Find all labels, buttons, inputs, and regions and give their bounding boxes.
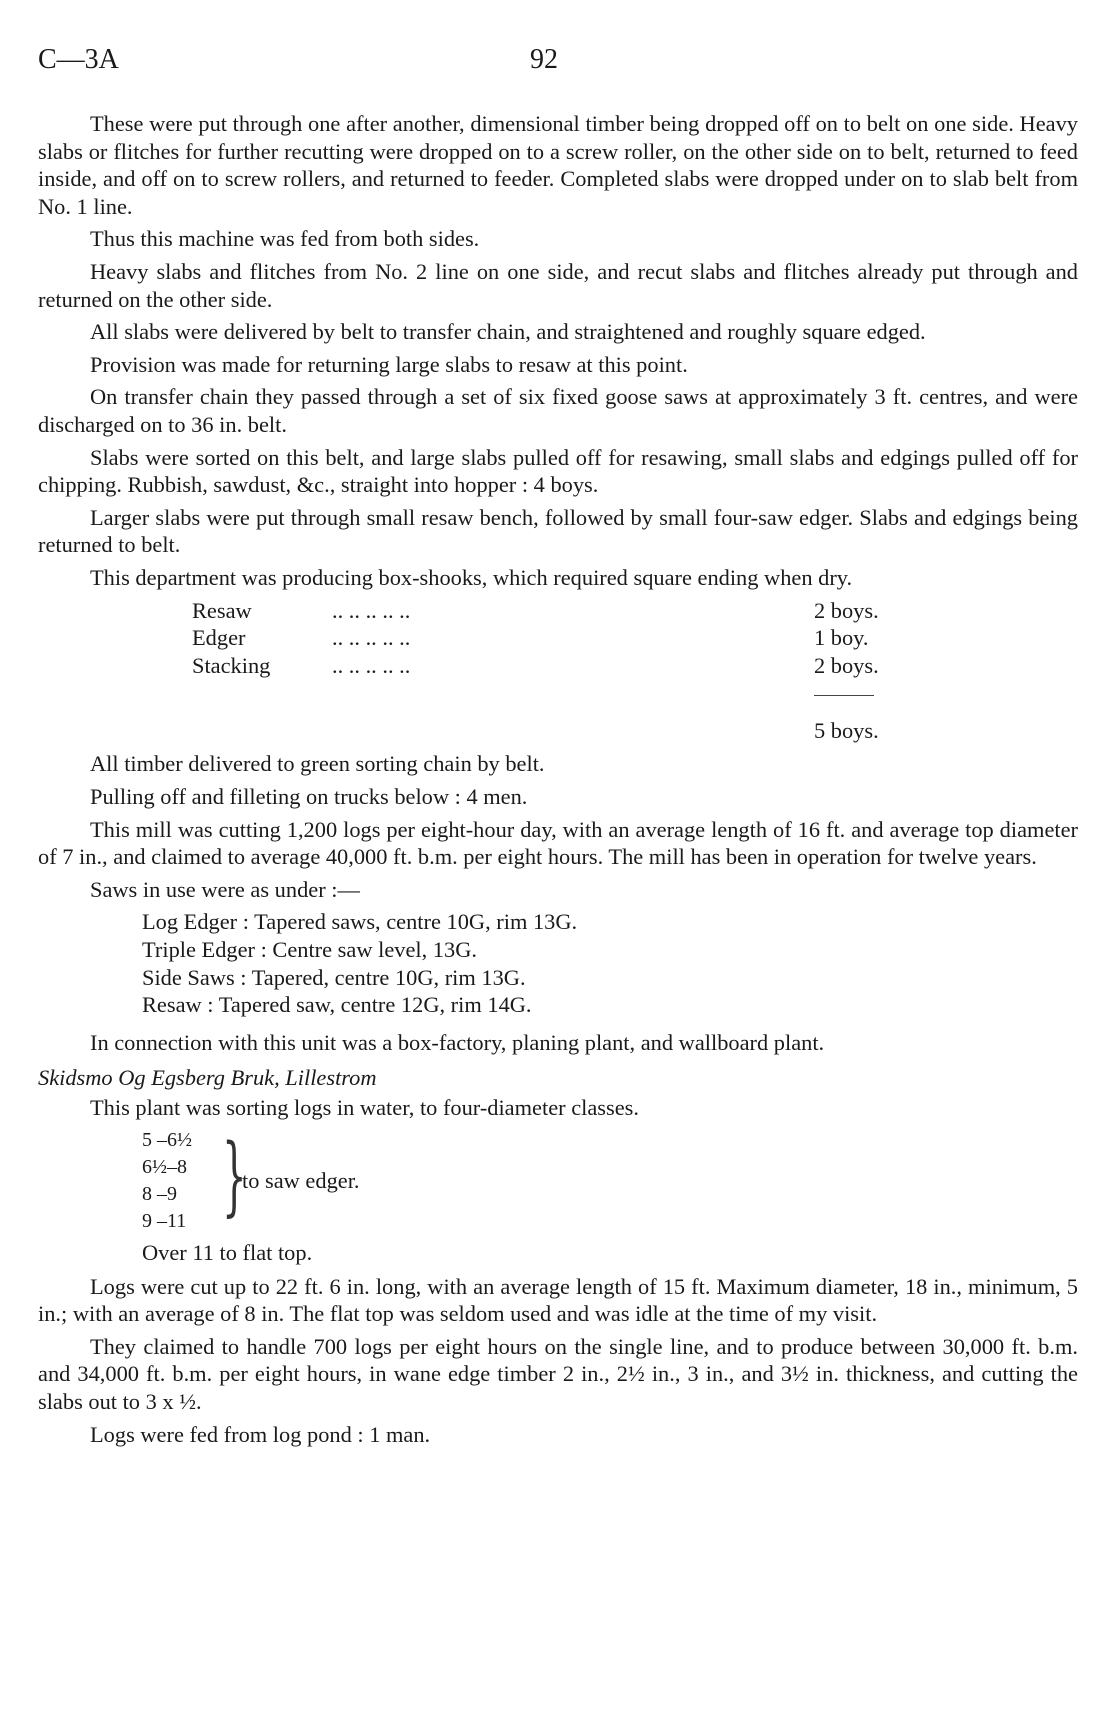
brace-label: to saw edger. — [242, 1167, 360, 1193]
paragraph: Heavy slabs and flitches from No. 2 line on one side, and recut slabs and flitches already put through and returned on the other side. — [38, 258, 1078, 312]
paragraph: This mill was cutting 1,200 logs per eight-hour day, with an average length of 16 ft. and average top diameter of 7 in., and claimed to average 40,000 ft. b.m. per eight hours. The mill has been in operation for twelve years. — [38, 816, 1078, 870]
paragraph: These were put through one after another, dimensional timber being dropped off on to belt on one side. Heavy slabs or flitches for further recutting were dropped on to a screw roller, on the other side on to belt, returned to feed inside, and off on to screw rollers, and returned to feeder. Completed slabs were dropped under on to slab belt from No. 1 line. — [38, 111, 1078, 219]
diameter-classes — [142, 1127, 1078, 1269]
paragraph: Larger slabs were put through small resaw bench, followed by small four-saw edger. Slabs and edgings being returned to belt. — [38, 504, 1078, 558]
over-label: Over 11 to flat top. — [142, 1239, 313, 1265]
table-row — [192, 624, 879, 652]
paragraph: They claimed to handle 700 logs per eight hours on the single line, and to produce between 30,000 ft. b.m. and 34,000 ft. b.m. per eight hours, in wane edge timber 2 in., 2½ in., 3 in., and 3½ in. thickness, and cutting the slabs out to 3 x ½. — [38, 1333, 1078, 1414]
paragraph: Provision was made for returning large slabs to resaw at this point. — [90, 351, 688, 377]
page-header — [38, 44, 1078, 84]
list-item: Triple Edger : Centre saw level, 13G. — [142, 937, 477, 963]
paragraph: In connection with this unit was a box-factory, planing plant, and wallboard plant. — [90, 1029, 825, 1055]
staff-role: Stacking — [192, 652, 271, 678]
leader-dots: .. .. .. .. .. — [332, 652, 411, 678]
saws-list — [142, 908, 1078, 1018]
table-row — [192, 652, 879, 680]
staff-role: Edger — [192, 625, 246, 651]
leader-dots: .. .. .. .. .. — [332, 625, 411, 651]
paragraph: Thus this machine was fed from both sides. — [90, 226, 480, 252]
staff-role: Resaw — [192, 597, 252, 623]
diameter-class: 6½–8 — [142, 1155, 187, 1178]
right-brace-icon: } — [222, 1125, 247, 1226]
paragraph: Saws in use were as under :— — [90, 876, 360, 902]
staff-count: 1 boy. — [814, 625, 869, 651]
paragraph: This plant was sorting logs in water, to four-diameter classes. — [90, 1095, 639, 1120]
page-number: 92 — [530, 44, 558, 75]
table-total-row — [192, 707, 879, 745]
paragraph: This department was producing box-shooks, which required square ending when dry. — [90, 564, 853, 590]
sum-rule — [814, 695, 874, 696]
paragraph: Pulling off and filleting on trucks below : 4 men. — [90, 784, 528, 810]
staff-count: 2 boys. — [814, 652, 879, 678]
list-item: Side Saws : Tapered, centre 10G, rim 13G. — [142, 964, 526, 990]
diameter-class: 9 –11 — [142, 1209, 187, 1232]
diameter-class: 8 –9 — [142, 1182, 177, 1205]
document-body — [38, 110, 1078, 1453]
staff-count: 2 boys. — [814, 597, 879, 623]
document-reference: C—3A — [38, 44, 119, 75]
staff-table — [192, 597, 879, 745]
paragraph: All slabs were delivered by belt to transfer chain, and straightened and roughly square edged. — [90, 319, 926, 345]
list-item: Log Edger : Tapered saws, centre 10G, rim 13G. — [142, 909, 578, 935]
paragraph: Slabs were sorted on this belt, and large slabs pulled off for resawing, small slabs and edgings pulled off for chipping. Rubbish, sawdust, &c., straight into hopper : 4 boys. — [38, 444, 1078, 498]
table-row — [192, 597, 879, 625]
paragraph: Logs were cut up to 22 ft. 6 in. long, with an average length of 15 ft. Maximum diameter, 18 in., minimum, 5 in.; with an average of 8 in. The flat top was seldom used and was idle at the time of my visit. — [38, 1273, 1078, 1327]
staff-total: 5 boys. — [814, 717, 879, 743]
section-heading: Skidsmo Og Egsberg Bruk, Lillestrom — [38, 1065, 377, 1091]
diameter-class: 5 –6½ — [142, 1128, 192, 1151]
paragraph: Logs were fed from log pond : 1 man. — [90, 1421, 431, 1447]
paragraph: On transfer chain they passed through a set of six fixed goose saws at approximately 3 ft. centres, and were discharged on to 36 in. belt. — [38, 384, 1078, 437]
paragraph: All timber delivered to green sorting chain by belt. — [90, 751, 545, 777]
table-rule-row — [192, 679, 879, 707]
list-item: Resaw : Tapered saw, centre 12G, rim 14G. — [142, 992, 532, 1018]
leader-dots: .. .. .. .. .. — [332, 597, 411, 623]
